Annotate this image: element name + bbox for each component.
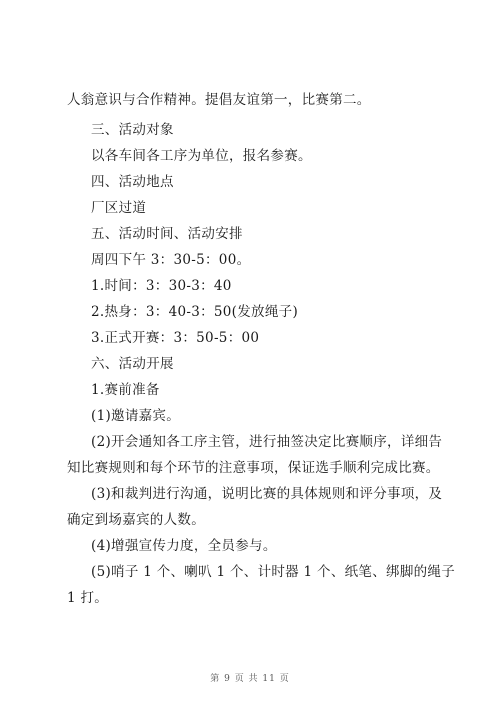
text-line: 厂区过道 (91, 200, 147, 216)
text-line: 1 打。 (67, 590, 109, 606)
sub-heading: 1.赛前准备 (91, 382, 160, 398)
text-line: 人翁意识与合作精神。提倡友谊第一，比赛第二。 (67, 92, 371, 108)
section-heading: 三、活动对象 (91, 122, 174, 138)
text-line: 周四下午 3：30-5：00。 (91, 252, 251, 268)
section-heading: 五、活动时间、活动安排 (91, 226, 243, 242)
section-heading: 四、活动地点 (91, 174, 174, 190)
list-item: (2)开会通知各工序主管，进行抽签决定比赛顺序，详细告 (91, 434, 443, 450)
list-item: 2.热身：3：40-3：50(发放绳子) (91, 304, 299, 320)
text-line: 知比赛规则和每个环节的注意事项，保证选手顺利完成比赛。 (67, 460, 440, 476)
text-line: 以各车间各工序为单位，报名参赛。 (91, 148, 312, 164)
page-number: 第 9 页 共 11 页 (210, 674, 290, 684)
list-item: (5)哨子 1 个、喇叭 1 个、计时器 1 个、纸笔、绑脚的绳子 (91, 564, 456, 580)
list-item: 1.时间：3：30-3：40 (91, 278, 232, 294)
list-item: (1)邀请嘉宾。 (91, 408, 181, 424)
list-item: (4)增强宣传力度，全员参与。 (91, 538, 277, 554)
list-item: (3)和裁判进行沟通，说明比赛的具体规则和评分事项，及 (91, 486, 443, 502)
text-line: 确定到场嘉宾的人数。 (67, 512, 205, 528)
section-heading: 六、活动开展 (91, 356, 174, 372)
list-item: 3.正式开赛：3：50-5：00 (91, 330, 260, 346)
